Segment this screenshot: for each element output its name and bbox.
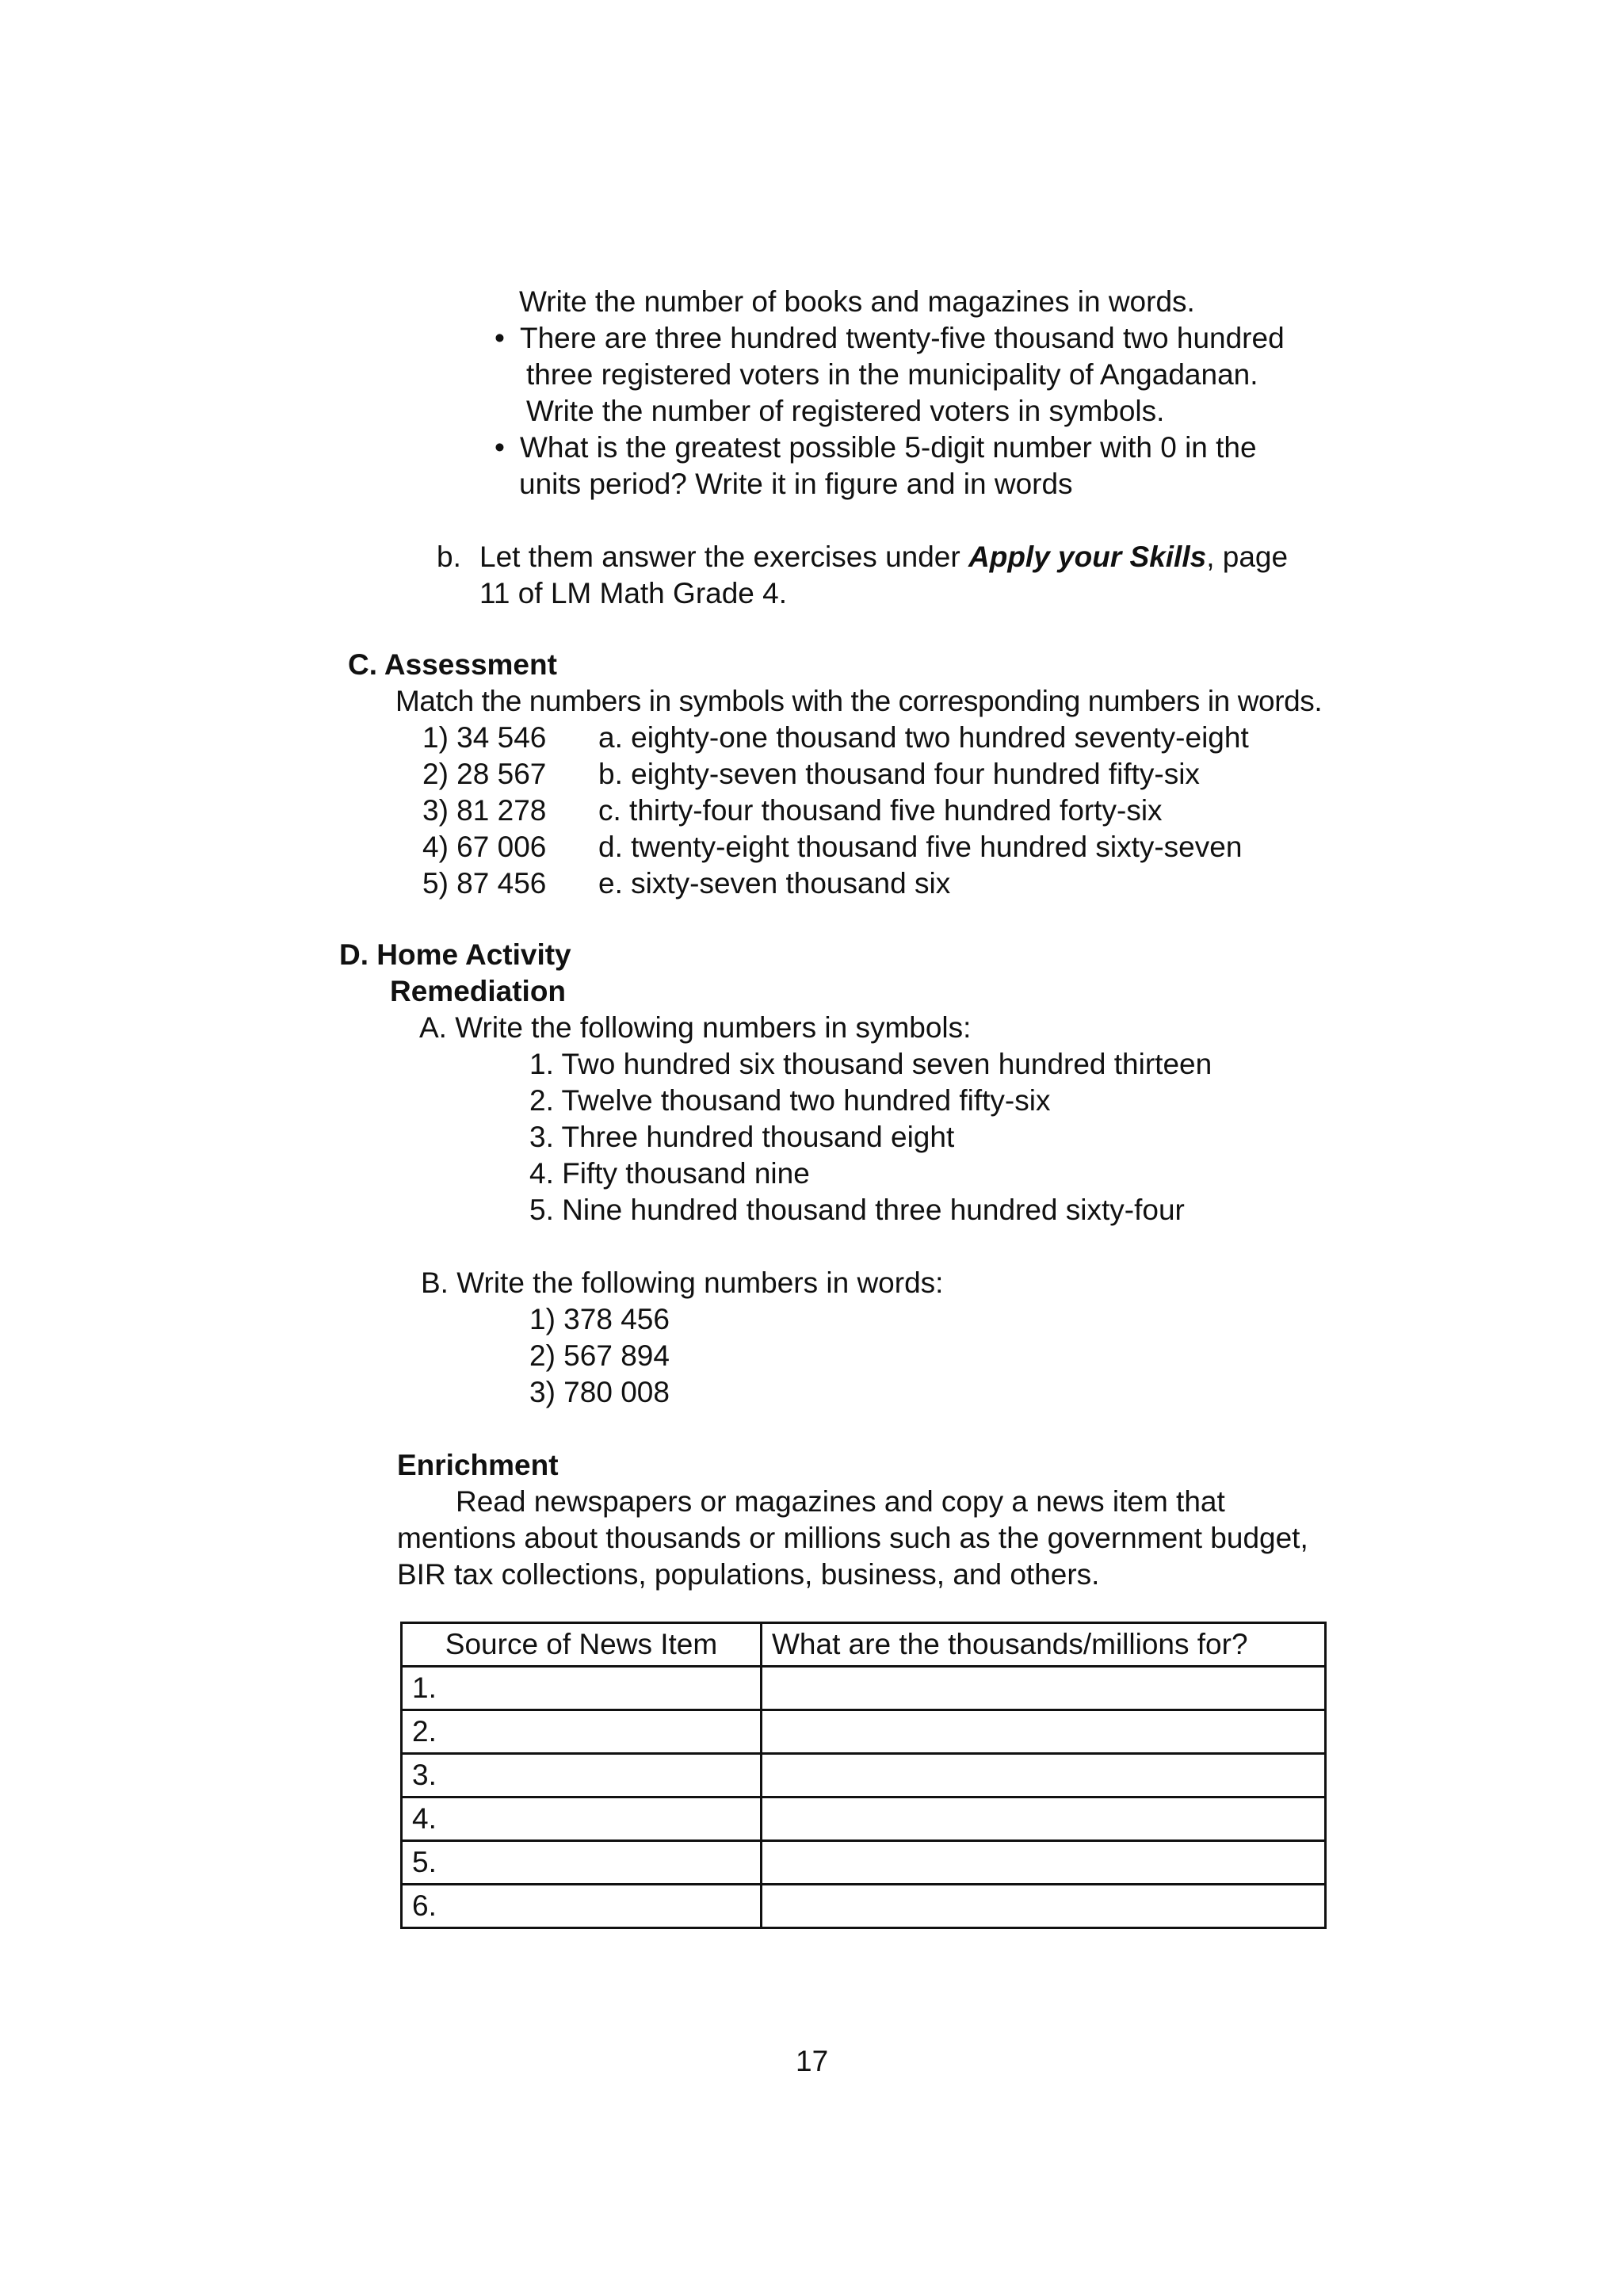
item-b-text: Let them answer the exercises under <box>479 541 968 573</box>
item-b-line <box>479 539 1288 575</box>
enrichment-heading: Enrichment <box>397 1449 559 1481</box>
item-b-text-end: , page <box>1206 541 1289 573</box>
match-choice: b. eighty-seven thousand four hundred fifty-six <box>598 758 1200 790</box>
table-row <box>402 1885 1326 1928</box>
match-choice: e. sixty-seven thousand six <box>598 867 951 900</box>
enrichment-paragraph-line: mentions about thousands or millions such as the government budget, <box>397 1522 1308 1554</box>
table-row <box>402 1667 1326 1710</box>
continued-task-line: Write the number of books and magazines in words. <box>519 285 1195 318</box>
match-number: 4) 67 006 <box>422 831 547 863</box>
apply-your-skills-emphasis: Apply your Skills <box>968 541 1207 573</box>
part-a-item: 3. Three hundred thousand eight <box>529 1121 955 1153</box>
row-number-cell: 4. <box>402 1797 762 1841</box>
answer-cell <box>762 1710 1326 1754</box>
enrichment-paragraph-line: BIR tax collections, populations, business, and others. <box>397 1558 1100 1591</box>
row-number-cell: 1. <box>402 1667 762 1710</box>
answer-cell <box>762 1667 1326 1710</box>
bullet-text-line: There are three hundred twenty-five thousand two hundred <box>520 322 1285 354</box>
part-a-item: 1. Two hundred six thousand seven hundred thirteen <box>529 1048 1212 1080</box>
part-a-item: 2. Twelve thousand two hundred fifty-six <box>529 1084 1051 1117</box>
part-b-instruction: B. Write the following numbers in words: <box>421 1266 944 1299</box>
part-b-item: 2) 567 894 <box>529 1339 670 1372</box>
table-row <box>402 1797 1326 1841</box>
assessment-heading: C. Assessment <box>348 648 557 681</box>
column-header-source: Source of News Item <box>402 1623 762 1667</box>
answer-cell <box>762 1754 1326 1797</box>
table-row <box>402 1841 1326 1885</box>
bullet-marker: • <box>495 431 505 464</box>
match-choice: d. twenty-eight thousand five hundred sixty-seven <box>598 831 1243 863</box>
match-number: 2) 28 567 <box>422 758 547 790</box>
row-number-cell: 5. <box>402 1841 762 1885</box>
item-b-letter: b. <box>437 541 461 573</box>
match-number: 5) 87 456 <box>422 867 547 900</box>
answer-cell <box>762 1885 1326 1928</box>
answer-cell <box>762 1797 1326 1841</box>
match-choice: c. thirty-four thousand five hundred forty-six <box>598 794 1163 827</box>
bullet-text-line: units period? Write it in figure and in words <box>519 468 1073 500</box>
news-item-table <box>400 1622 1327 1929</box>
part-a-item: 4. Fifty thousand nine <box>529 1157 810 1190</box>
row-number-cell: 6. <box>402 1885 762 1928</box>
match-choice: a. eighty-one thousand two hundred seventy-eight <box>598 721 1249 754</box>
part-b-item: 3) 780 008 <box>529 1376 670 1408</box>
row-number-cell: 2. <box>402 1710 762 1754</box>
answer-cell <box>762 1841 1326 1885</box>
match-number: 3) 81 278 <box>422 794 547 827</box>
bullet-text-line: three registered voters in the municipality of Angadanan. <box>526 358 1258 391</box>
table-row <box>402 1754 1326 1797</box>
remediation-heading: Remediation <box>390 975 567 1007</box>
home-activity-heading: D. Home Activity <box>339 938 571 971</box>
page-number: 17 <box>796 2045 829 2077</box>
item-b-line-2: 11 of LM Math Grade 4. <box>479 577 788 609</box>
bullet-text-line: Write the number of registered voters in symbols. <box>526 395 1165 427</box>
table-row <box>402 1710 1326 1754</box>
match-number: 1) 34 546 <box>422 721 547 754</box>
part-a-instruction: A. Write the following numbers in symbols: <box>419 1011 972 1044</box>
row-number-cell: 3. <box>402 1754 762 1797</box>
column-header-purpose: What are the thousands/millions for? <box>762 1623 1326 1667</box>
bullet-marker: • <box>495 322 505 354</box>
table-header-row <box>402 1623 1326 1667</box>
bullet-text-line: What is the greatest possible 5-digit number with 0 in the <box>520 431 1257 464</box>
part-a-item: 5. Nine hundred thousand three hundred sixty-four <box>529 1194 1185 1226</box>
part-b-item: 1) 378 456 <box>529 1303 670 1335</box>
assessment-instruction: Match the numbers in symbols with the corresponding numbers in words. <box>395 685 1323 717</box>
enrichment-paragraph-line: Read newspapers or magazines and copy a news item that <box>456 1485 1225 1518</box>
